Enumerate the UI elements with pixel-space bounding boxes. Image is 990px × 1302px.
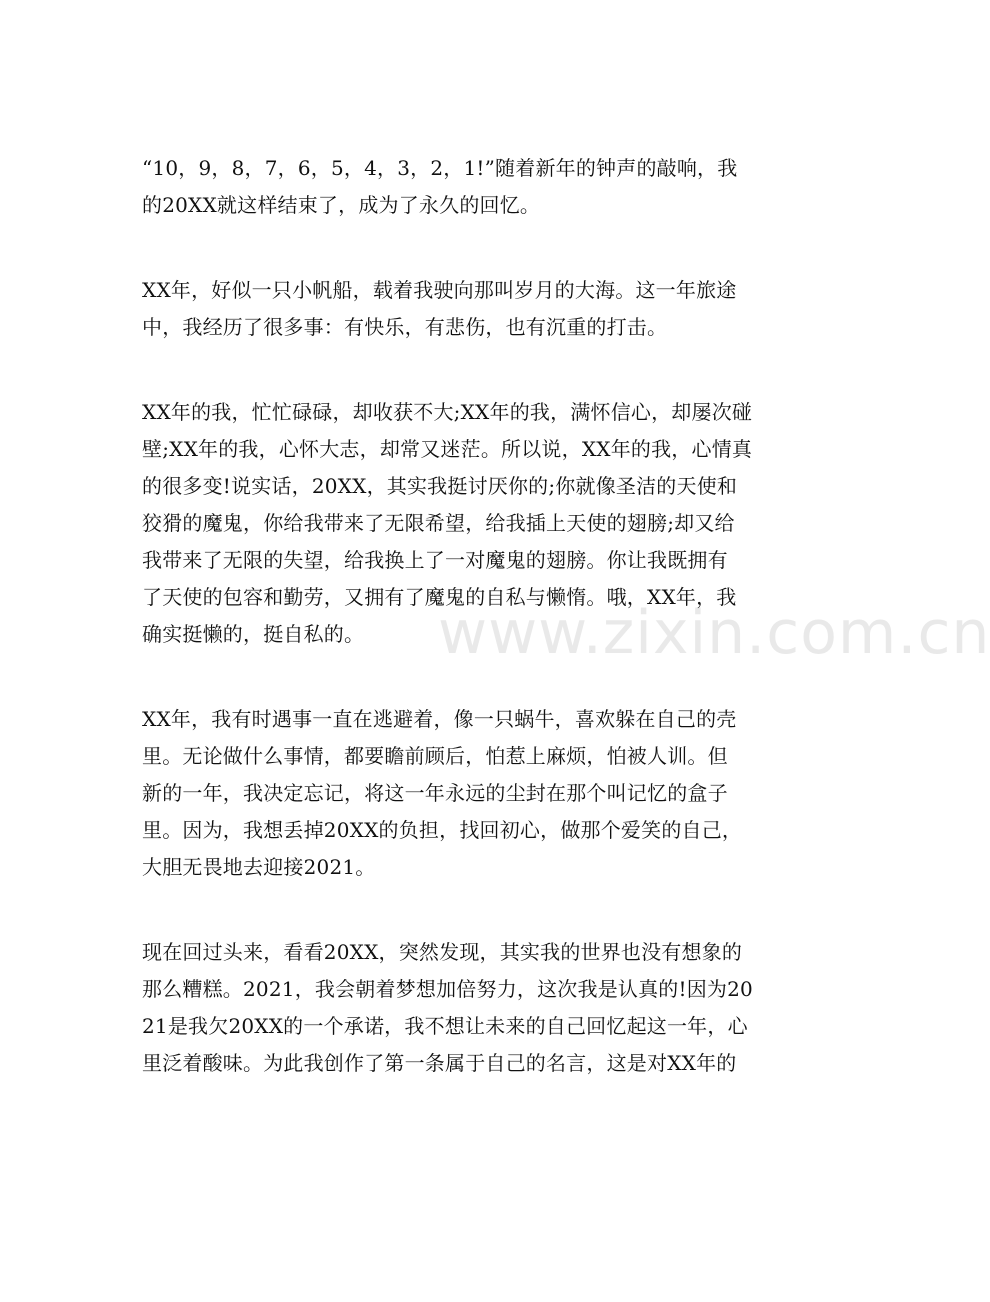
text-line: XX年的我，忙忙碌碌，却收获不大;XX年的我，满怀信心，却屡次碰 (142, 400, 753, 424)
watermark: www.zixin.com.cn (438, 598, 990, 668)
text-line: XX年，好似一只小帆船，载着我驶向那叫岁月的大海。这一年旅途 (142, 278, 737, 302)
text-line: 新的一年，我决定忘记，将这一年永远的尘封在那个叫记忆的盒子 (142, 781, 728, 805)
paragraph (142, 934, 782, 1082)
paragraph (142, 394, 782, 653)
text-line: 了天使的包容和勤劳，又拥有了魔鬼的自私与懒惰。哦，XX年，我 (142, 585, 737, 609)
document-body (142, 150, 782, 1130)
text-line: XX年，我有时遇事一直在逃避着，像一只蜗牛，喜欢躲在自己的壳 (142, 707, 737, 731)
text-line: “10，9，8，7，6，5，4，3，2，1!”随着新年的钟声的敲响，我 (142, 156, 738, 180)
text-line: 那么糟糕。2021，我会朝着梦想加倍努力，这次我是认真的!因为20 (142, 977, 753, 1001)
text-line: 里泛着酸味。为此我创作了第一条属于自己的名言，这是对XX年的 (142, 1051, 737, 1075)
text-line: 确实挺懒的，挺自私的。 (142, 622, 365, 646)
text-line: 里。无论做什么事情，都要瞻前顾后，怕惹上麻烦，怕被人训。但 (142, 744, 728, 768)
text-line: 大胆无畏地去迎接2021。 (142, 855, 376, 879)
text-line: 的20XX就这样结束了，成为了永久的回忆。 (142, 193, 541, 217)
text-line: 的很多变!说实话，20XX，其实我挺讨厌你的;你就像圣洁的天使和 (142, 474, 738, 498)
paragraph (142, 272, 782, 346)
text-line: 现在回过头来，看看20XX，突然发现，其实我的世界也没有想象的 (142, 940, 743, 964)
text-line: 狡猾的魔鬼，你给我带来了无限希望，给我插上天使的翅膀;却又给 (142, 511, 735, 535)
text-line: 中，我经历了很多事：有快乐，有悲伤，也有沉重的打击。 (142, 315, 668, 339)
text-line: 壁;XX年的我，心怀大志，却常又迷茫。所以说，XX年的我，心情真 (142, 437, 753, 461)
text-line: 我带来了无限的失望，给我换上了一对魔鬼的翅膀。你让我既拥有 (142, 548, 728, 572)
text-line: 21是我欠20XX的一个承诺，我不想让未来的自己回忆起这一年，心 (142, 1014, 748, 1038)
paragraph (142, 150, 782, 224)
paragraph (142, 701, 782, 886)
text-line: 里。因为，我想丢掉20XX的负担，找回初心，做那个爱笑的自己， (142, 818, 743, 842)
